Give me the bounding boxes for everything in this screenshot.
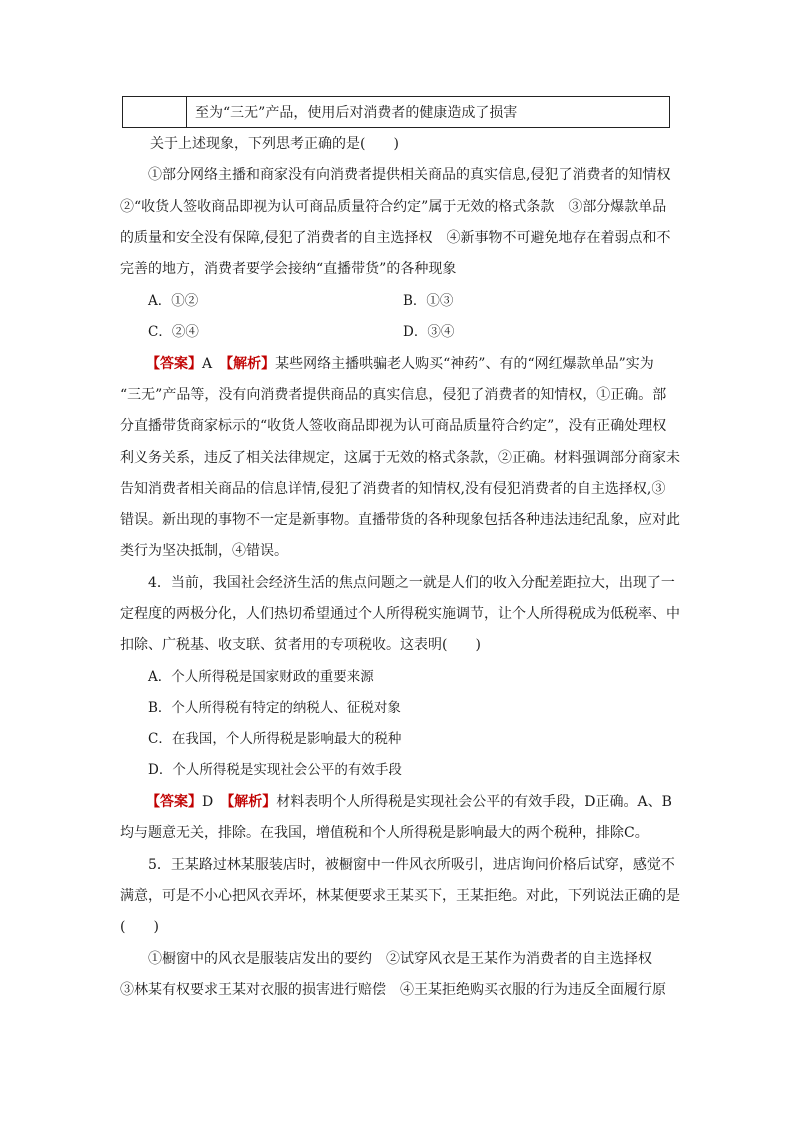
q4-option-b: B．个人所得税有特定的纳税人、征税对象 <box>148 700 401 716</box>
analysis-text: 材料表明个人所得税是实现社会公平的有效手段，D正确。A、B <box>276 794 672 810</box>
answer-value: A <box>202 356 227 372</box>
q4-stem-line: 扣除、广税基、收支联、贫者用的专项税收。这表明( ) <box>120 637 481 653</box>
q3-option-a: A．①② <box>148 293 199 309</box>
q3-answer-line <box>146 354 654 374</box>
q3-statement-line: 完善的地方，消费者要学会接纳“直播带货”的各种现象 <box>120 261 457 277</box>
analysis-tag: 【解析】 <box>226 356 276 372</box>
q4-option-c: C．在我国，个人所得税是影响最大的税种 <box>148 731 402 747</box>
q4-option-d: D．个人所得税是实现社会公平的有效手段 <box>148 762 402 778</box>
material-table-row <box>122 96 670 128</box>
q3-option-c: C．②④ <box>148 324 199 340</box>
q4-option-a: A．个人所得税是国家财政的重要来源 <box>148 669 374 685</box>
answer-tag: 【答案】 <box>146 356 202 372</box>
q3-analysis-line: 错误。新出现的事物不一定是新事物。直播带货的各种现象包括各种违法违纪乱象，应对此 <box>120 512 680 528</box>
analysis-tag: 【解析】 <box>227 794 277 810</box>
q3-option-d: D．③④ <box>403 324 455 340</box>
q3-statement-line: 的质量和安全没有保障,侵犯了消费者的自主选择权 ④新事物不可避免地存在着弱点和不 <box>120 230 671 246</box>
q5-stem-line: 5．王某路过林某服装店时，被橱窗中一件风衣所吸引，进店询问价格后试穿，感觉不 <box>148 857 675 873</box>
answer-tag: 【答案】 <box>146 794 202 810</box>
q3-option-b: B．①③ <box>403 293 454 309</box>
table-cell-right: 至为“三无”产品，使用后对消费者的健康造成了损害 <box>195 105 518 121</box>
q4-analysis-line: 均与题意无关，排除。在我国，增值税和个人所得税是影响最大的两个税种，排除C。 <box>120 825 649 841</box>
q3-statement-line: ①部分网络主播和商家没有向消费者提供相关商品的真实信息,侵犯了消费者的知情权 <box>148 167 671 183</box>
q3-stem: 关于上述现象，下列思考正确的是( ) <box>150 136 399 152</box>
q4-stem-line: 4．当前，我国社会经济生活的焦点问题之一就是人们的收入分配差距拉大，出现了一 <box>148 575 675 591</box>
q5-stem-line: 满意，可是不小心把风衣弄坏，林某便要求王某买下，王某拒绝。对此，下列说法正确的是 <box>120 888 680 904</box>
q4-stem-line: 定程度的两极分化，人们热切希望通过个人所得税实施调节，让个人所得税成为低税率、中 <box>120 606 680 622</box>
q3-statement-line: ②“收货人签收商品即视为认可商品质量符合约定”属于无效的格式条款 ③部分爆款单品 <box>120 199 667 215</box>
q3-analysis-line: 类行为坚决抵制，④错误。 <box>120 543 288 559</box>
q3-analysis-line: “三无”产品等，没有向消费者提供商品的真实信息，侵犯了消费者的知情权，①正确。部 <box>120 387 667 403</box>
analysis-text: 某些网络主播哄骗老人购买“神药”、有的“网红爆款单品”实为 <box>275 356 654 372</box>
answer-value: D <box>202 794 228 810</box>
q3-analysis-line: 分直播带货商家标示的“收货人签收商品即视为认可商品质量符合约定”，没有正确处理权 <box>120 418 667 434</box>
q4-answer-line <box>146 792 672 812</box>
q3-analysis-line: 利义务关系，违反了相关法律规定，这属于无效的格式条款，②正确。材料强调部分商家未 <box>120 450 680 466</box>
table-cell-left <box>123 97 187 127</box>
q5-statement-line: ①橱窗中的风衣是服装店发出的要约 ②试穿风衣是王某作为消费者的自主选择权 <box>148 951 652 967</box>
q3-analysis-line: 告知消费者相关商品的信息详情,侵犯了消费者的知情权,没有侵犯消费者的自主选择权,③ <box>120 481 666 497</box>
q5-stem-line: ( ) <box>120 919 159 935</box>
q5-statement-line: ③林某有权要求王某对衣服的损害进行赔偿 ④王某拒绝购买衣服的行为违反全面履行原 <box>120 982 666 998</box>
